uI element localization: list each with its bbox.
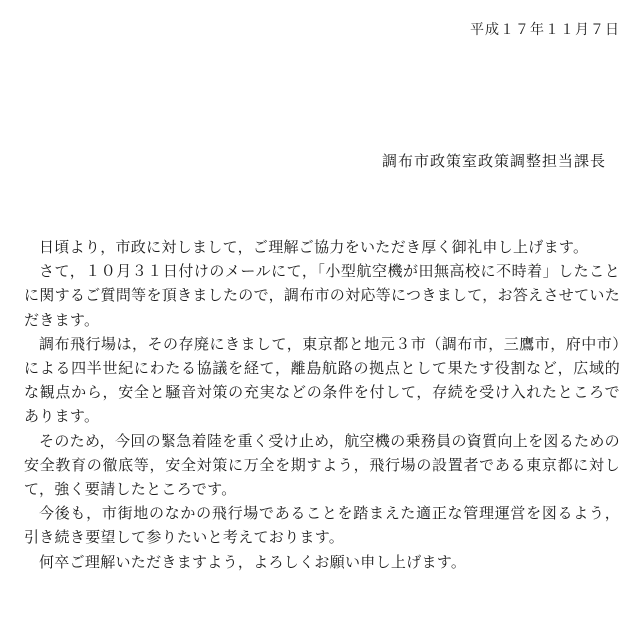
paragraph-safety-request: そのため，今回の緊急着陸を重く受け止め，航空機の乗務員の資質向上を図るための安全教育の徹底等，安全対策に万全を期すよう，飛行場の設置者である東京都に対して，強く要請したところです。 [24, 431, 620, 499]
letter-body [24, 235, 620, 574]
paragraph-airfield-background: 調布飛行場は，その存廃にきまして，東京都と地元３市（調布市，三鷹市，府中市）による四半世紀にわたる協議を経て，離島航路の拠点として果たす役割など，広域的な観点から，安全と騒音対策の充実などの条件を付して，存続を受け入れたところであります。 [24, 334, 620, 426]
paragraph-greeting: 日頃より，市政に対しまして，ご理解ご協力をいただき厚く御礼申し上げます。 [39, 238, 589, 256]
paragraph-inquiry: さて，１０月３１日付けのメールにて，「小型航空機が田無高校に不時着」したことに関するご質問等を頂きましたので，調布市の対応等につきまして，お答えさせていただきます。 [24, 262, 620, 329]
paragraph-future-management: 今後も，市街地のなかの飛行場であることを踏まえた適正な管理運営を図るよう，引き続き要望して参りたいと考えております。 [24, 504, 620, 547]
paragraph-closing: 何卒ご理解いただきますよう，よろしくお願い申し上げます。 [39, 552, 467, 571]
letter-date: 平成１７年１１月７日 [470, 22, 620, 38]
sender-title: 調布市政策室政策調整担当課長 [381, 152, 606, 170]
